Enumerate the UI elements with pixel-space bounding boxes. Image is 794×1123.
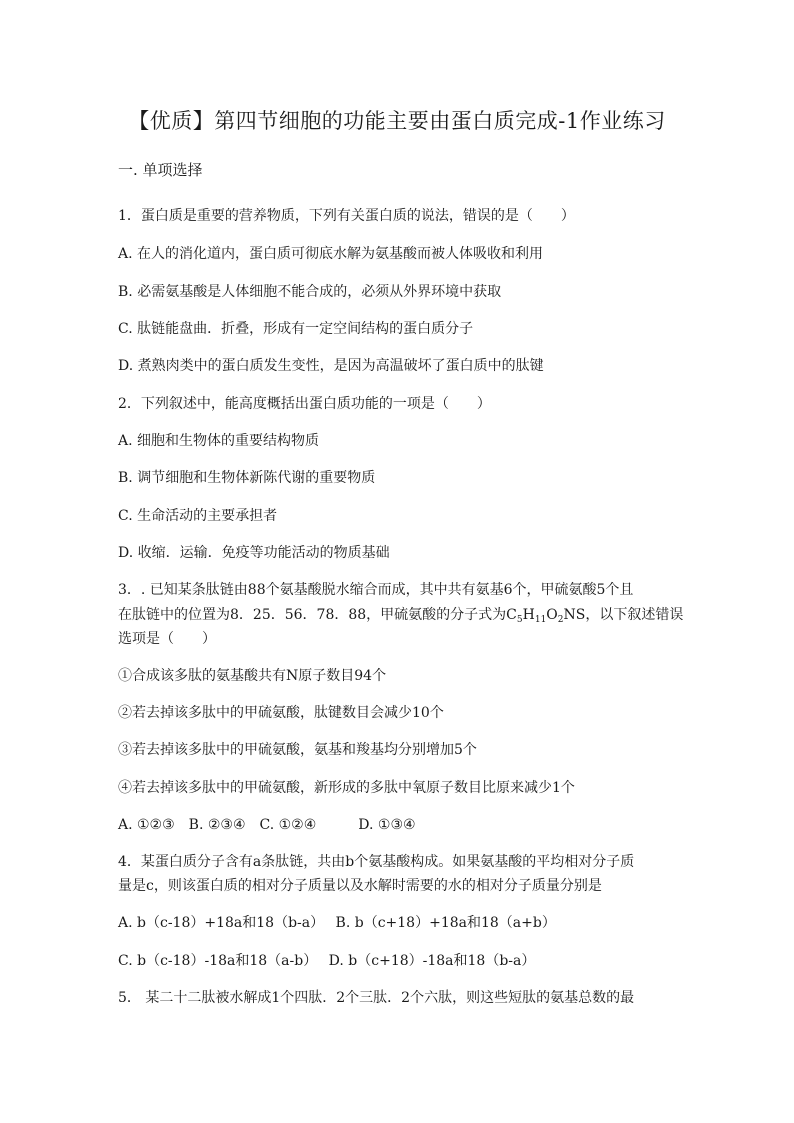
question-1-option-c: C. 肽链能盘曲．折叠，形成有一定空间结构的蛋白质分子 — [118, 321, 474, 337]
question-3-options: A. ①②③ B. ②③④ C. ①②④ D. ①③④ — [118, 817, 416, 833]
question-3-statement-4: ④若去掉该多肽中的甲硫氨酸，新形成的多肽中氧原子数目比原来减少1个 — [118, 780, 575, 796]
question-3-stem-line-1: 3．. 已知某条肽链由88个氨基酸脱水缩合而成，其中共有氨基6个，甲硫氨酸5个且 — [118, 582, 634, 598]
question-1-stem: 1．蛋白质是重要的营养物质，下列有关蛋白质的说法，错误的是（ ） — [118, 208, 575, 224]
question-4-options-line-2: C. b（c-18）-18a和18（a-b） D. b（c+18）-18a和18（b-a） — [118, 953, 536, 969]
formula-subscript: 2 — [557, 615, 564, 625]
page-title: 【优质】第四节细胞的功能主要由蛋白质完成-1作业练习 — [128, 109, 666, 133]
formula-subscript: 5 — [516, 615, 523, 625]
section-heading: 一. 单项选择 — [118, 161, 203, 179]
question-4-stem-line-1: 4．某蛋白质分子含有a条肽链，共由b个氨基酸构成。如果氨基酸的平均相对分子质 — [118, 854, 635, 870]
question-3-statement-1: ①合成该多肽的氨基酸共有N原子数目94个 — [118, 668, 387, 684]
question-1-option-d: D. 煮熟肉类中的蛋白质发生变性，是因为高温破坏了蛋白质中的肽键 — [118, 358, 544, 374]
question-4-stem-line-2: 量是c，则该蛋白质的相对分子质量以及水解时需要的水的相对分子质量分别是 — [118, 878, 602, 894]
question-3-stem-line-2: 在肽链中的位置为8．25．56．78．88，甲硫氨酸的分子式为$C_5H_{11}O_2NS$，以下叙述错误 — [118, 607, 684, 625]
question-2-option-b: B. 调节细胞和生物体新陈代谢的重要物质 — [118, 470, 376, 486]
question-2-stem: 2．下列叙述中，能高度概括出蛋白质功能的一项是（ ） — [118, 396, 491, 412]
question-4-options-line-1: A. b（c-18）+18a和18（b-a） B. b（c+18）+18a和18（a+b） — [118, 915, 556, 931]
question-1-option-a: A. 在人的消化道内，蛋白质可彻底水解为氨基酸而被人体吸收和利用 — [118, 246, 544, 262]
question-3-stem-line-3: 选项是（ ） — [118, 631, 216, 647]
question-2-option-d: D. 收缩．运输．免疫等功能活动的物质基础 — [118, 545, 390, 561]
question-5-stem-line-1: 5． 某二十二肽被水解成1个四肽．2个三肽．2个六肽，则这些短肽的氨基总数的最 — [118, 990, 635, 1006]
question-3-statement-2: ②若去掉该多肽中的甲硫氨酸，肽键数目会减少10个 — [118, 705, 444, 721]
question-3-statement-3: ③若去掉该多肽中的甲硫氨酸，氨基和羧基均分别增加5个 — [118, 742, 477, 758]
formula-subscript: 11 — [534, 615, 547, 625]
question-1-option-b: B. 必需氨基酸是人体细胞不能合成的，必须从外界环境中获取 — [118, 284, 502, 300]
question-2-option-c: C. 生命活动的主要承担者 — [118, 508, 278, 524]
question-2-option-a: A. 细胞和生物体的重要结构物质 — [118, 433, 320, 449]
